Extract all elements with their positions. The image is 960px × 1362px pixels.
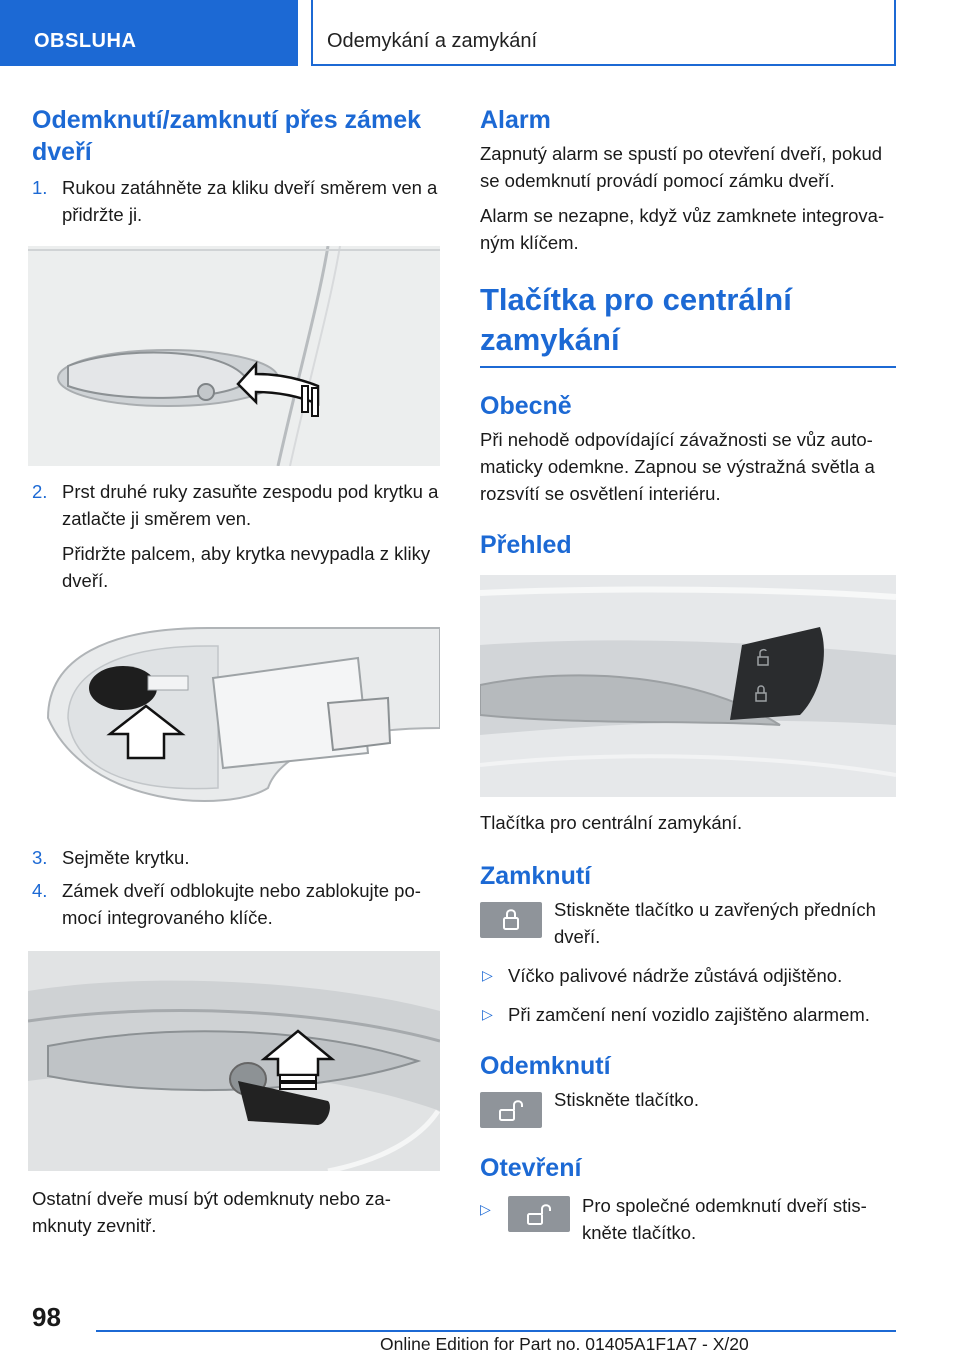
step-number: 3. [32, 847, 48, 868]
open-text: Pro společné odemknutí dveří stis-kněte tlačítko. [582, 1195, 867, 1243]
edition-text: Online Edition for Part no. 01405A1F1A7 - X/20 [380, 1334, 749, 1354]
list-item [32, 174, 444, 228]
lock-closed-icon [480, 902, 542, 938]
key-in-lock-illustration [28, 951, 440, 1171]
title-divider [480, 366, 896, 368]
lock-text: Stiskněte tlačítko u zavřených předních dveří. [554, 899, 876, 947]
page-number: 98 [32, 1302, 61, 1332]
central-lock-buttons-illustration [480, 575, 896, 797]
unlock-button[interactable] [480, 1092, 542, 1128]
alarm-paragraph-2: Alarm se nezapne, když vůz zamknete integrova-ným klíčem. [480, 205, 885, 253]
steps-list [32, 478, 444, 594]
list-item [32, 478, 444, 594]
page-footer [0, 1300, 960, 1362]
unlock-text: Stiskněte tlačítko. [554, 1089, 699, 1110]
unlock-button[interactable] [508, 1196, 570, 1232]
overview-caption: Tlačítka pro centrální zamykání. [480, 812, 743, 833]
step-subtext: Přidržte palcem, aby krytka nevypadla z kliky dveří. [62, 543, 431, 591]
steps-list [32, 174, 444, 228]
closing-text: Ostatní dveře musí být odemknuty nebo za-mknuty zevnitř. [32, 1188, 391, 1236]
lock-title: Zamknutí [480, 862, 592, 890]
bullet-text: Při zamčení není vozidlo zajištěno alarmem. [508, 1004, 870, 1025]
lock-open-icon [508, 1196, 570, 1232]
step-text: Zámek dveří odblokujte nebo zablokujte po-mocí integrovaného klíče. [62, 880, 421, 928]
list-item [480, 1001, 896, 1028]
steps-list [32, 844, 444, 931]
lock-instruction [480, 899, 896, 950]
alarm-paragraph-1: Zapnutý alarm se spustí po otevření dveří, pokud se odemknutí provádí pomocí zámku dveří. [480, 143, 883, 191]
open-title: Otevření [480, 1154, 582, 1182]
step-text: Rukou zatáhněte za kliku dveří směrem ven a přidržte ji. [62, 177, 438, 225]
unlock-title: Odemknutí [480, 1052, 611, 1080]
triangle-right-icon: ▷ [482, 967, 493, 983]
handle-cover-illustration [28, 618, 440, 818]
footer-divider [96, 1330, 896, 1332]
alarm-title: Alarm [480, 106, 551, 134]
door-handle-image [28, 246, 440, 466]
bullet-text: Víčko palivové nádrže zůstává odjištěno. [508, 965, 843, 986]
section-title-door-lock: Odemknutí/zamknutí přes zámek dveří [32, 106, 422, 166]
open-instruction [480, 1196, 896, 1246]
handle-cover-image [28, 618, 440, 818]
step-number: 1. [32, 177, 48, 198]
overview-title: Přehled [480, 531, 572, 559]
general-text: Při nehodě odpovídající závažnosti se vůz auto-maticky odemkne. Zapnou se výstražná světla a rozsvítí se osvětlení interiéru. [480, 429, 875, 504]
central-locking-title: Tlačítka pro centrální zamykání [480, 282, 792, 357]
lock-button[interactable] [480, 902, 542, 938]
triangle-right-icon: ▷ [480, 1201, 491, 1217]
key-in-lock-image [28, 951, 440, 1171]
list-item [32, 877, 444, 931]
door-handle-illustration [28, 246, 440, 466]
step-number: 2. [32, 481, 48, 502]
central-lock-buttons-image [480, 575, 896, 797]
list-item [32, 844, 444, 871]
lock-open-icon [480, 1092, 542, 1128]
section-label: OBSLUHA [34, 30, 137, 52]
section-tab [0, 0, 298, 66]
chapter-label: Odemykání a zamykání [327, 30, 538, 52]
left-column [32, 104, 444, 1239]
chapter-tab [311, 0, 896, 66]
step-number: 4. [32, 880, 48, 901]
right-column [480, 104, 896, 1246]
step-text: Prst druhé ruky zasuňte zespodu pod krytku a zatlačte ji směrem ven. [62, 481, 439, 529]
step-text: Sejměte krytku. [62, 847, 190, 868]
list-item [480, 962, 896, 989]
general-title: Obecně [480, 392, 572, 420]
lock-bullets [480, 962, 896, 1028]
unlock-instruction [480, 1089, 896, 1128]
triangle-right-icon: ▷ [482, 1006, 493, 1022]
page-header [0, 0, 960, 66]
